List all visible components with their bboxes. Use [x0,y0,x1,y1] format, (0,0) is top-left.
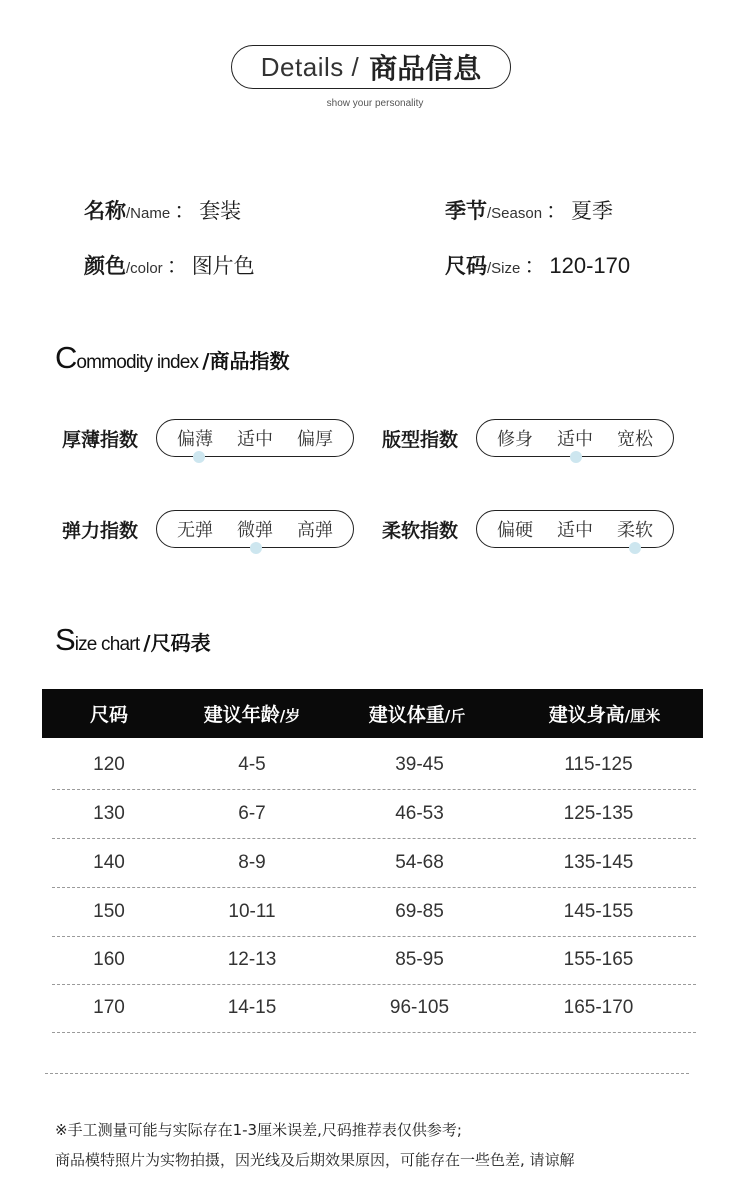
cell-age: 14-15 [227,997,277,1018]
cell-height: 135-145 [563,852,634,873]
index-option: 适中 [557,520,593,541]
size-chart-heading-rest: ize chart [74,634,140,655]
index-option: 偏薄 [177,429,213,450]
info-size-key: 尺码 [445,254,487,278]
index-scale-pill [156,510,354,548]
cell-height: 155-165 [563,949,634,970]
index-option: 无弹 [177,520,213,541]
info-name-key: 名称 [84,199,126,223]
size-chart-heading-zh: /尺码表 [143,631,211,655]
column-header-main: 建议年龄 [203,704,280,726]
commodity-heading-rest: ommodity index [76,352,199,373]
column-header-unit: /厘米 [624,707,661,725]
info-color-colon: ： [166,254,188,278]
size-chart-heading-initial: S [55,622,75,657]
info-size-colon: ： [524,254,546,278]
table-row [52,984,696,1033]
column-header-main: 建议身高 [548,704,625,726]
cell-age: 6-7 [238,803,266,824]
info-color-key: 颜色 [84,254,126,278]
cell-size: 150 [93,901,125,922]
cell-weight: 46-53 [395,803,444,824]
info-season-key: 季节 [445,199,487,223]
table-row [52,839,696,888]
cell-height: 125-135 [563,803,634,824]
commodity-index-heading [55,340,290,376]
index-thickness [62,419,354,457]
table-row [52,790,696,839]
subtitle: show your personality [326,98,424,109]
info-name-colon: ： [174,199,196,223]
cell-height: 165-170 [563,997,634,1018]
index-label: 柔软指数 [382,519,459,542]
index-indicator-dot [193,451,205,463]
commodity-heading-initial: C [55,340,77,375]
table-row [52,936,696,985]
cell-size: 130 [93,803,125,824]
footer-divider [45,1073,689,1074]
cell-weight: 69-85 [395,901,444,922]
note-color-difference: 商品模特照片为实物拍摄，因光线及后期效果原因，可能存在一些色差, 请谅解 [55,1151,575,1169]
index-option: 微弹 [237,520,273,541]
cell-height: 115-125 [564,754,633,775]
cell-age: 12-13 [227,949,277,970]
info-season-colon: ： [546,199,568,223]
index-indicator-dot [250,542,262,554]
column-header-size [42,700,176,727]
index-option: 高弹 [297,520,333,541]
cell-age: 10-11 [228,901,276,922]
cell-weight: 39-45 [395,754,444,775]
index-elasticity [62,510,354,548]
column-header-age [176,700,328,727]
info-name-value: 套装 [199,199,242,223]
index-fit [382,419,674,457]
size-chart-heading [55,622,211,658]
title-english: Details / [260,51,360,82]
cell-height: 145-155 [563,901,634,922]
cell-size: 140 [93,852,125,873]
index-softness [382,510,674,548]
size-table-header [42,689,703,738]
index-label: 厚薄指数 [62,428,139,451]
table-row [52,888,696,937]
info-season-value: 夏季 [571,199,614,223]
index-scale-pill [476,419,674,457]
info-name [84,195,241,225]
cell-size: 160 [93,949,125,970]
index-label: 弹力指数 [62,519,139,542]
info-color-key-en: /color [126,260,163,277]
info-season-key-en: /Season [487,205,543,222]
cell-size: 120 [93,754,125,775]
index-option: 适中 [237,429,273,450]
info-size [445,250,630,280]
cell-weight: 96-105 [389,997,450,1018]
column-header-main: 建议体重 [368,704,445,726]
cell-age: 8-9 [238,852,266,873]
cell-weight: 85-95 [395,949,444,970]
index-scale-pill [156,419,354,457]
column-header-unit: /岁 [279,707,301,725]
column-header-weight [328,700,506,727]
column-header-main: 尺码 [89,704,128,726]
note-measurement: ※手工测量可能与实际存在1-3厘米误差,尺码推荐表仅供参考; [55,1121,462,1139]
index-option: 偏硬 [497,520,533,541]
info-name-key-en: /Name [126,205,171,222]
info-size-value: 120-170 [549,253,631,278]
table-row [52,741,696,790]
column-header-unit: /斤 [444,707,466,725]
index-indicator-dot [629,542,641,554]
title-chinese: 商品信息 [369,52,482,85]
cell-weight: 54-68 [395,852,444,873]
index-option: 适中 [557,429,593,450]
cell-age: 4-5 [238,754,266,775]
commodity-heading-zh: /商品指数 [202,349,290,373]
index-option: 修身 [497,429,533,450]
index-option: 柔软 [617,520,653,541]
index-indicator-dot [570,451,582,463]
index-option: 宽松 [617,429,653,450]
index-option: 偏厚 [297,429,333,450]
info-color [84,250,255,280]
info-size-key-en: /Size [487,260,521,277]
cell-size: 170 [93,997,125,1018]
info-color-value: 图片色 [191,254,255,278]
index-label: 版型指数 [382,428,459,451]
index-scale-pill [476,510,674,548]
info-season [445,195,613,225]
details-title-pill [231,45,511,89]
column-header-height [506,700,703,727]
